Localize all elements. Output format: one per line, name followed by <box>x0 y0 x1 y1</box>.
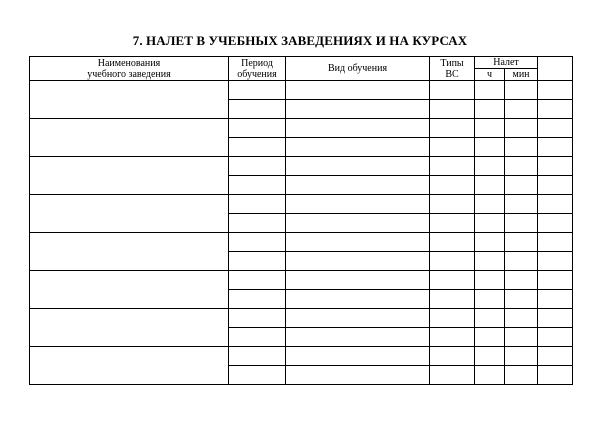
header-period-line2: обучения <box>237 68 277 80</box>
table-row <box>30 271 573 290</box>
header-training-type: Вид обучения <box>286 57 430 81</box>
extra-cell[interactable] <box>538 347 573 366</box>
aircraft-type-cell[interactable] <box>430 138 475 157</box>
period-cell[interactable] <box>229 81 286 100</box>
header-flight-time: Налет <box>475 57 538 69</box>
period-cell[interactable] <box>229 176 286 195</box>
institution-cell[interactable] <box>30 81 229 119</box>
extra-cell[interactable] <box>538 271 573 290</box>
aircraft-type-cell[interactable] <box>430 233 475 252</box>
aircraft-type-cell[interactable] <box>430 214 475 233</box>
institution-cell[interactable] <box>30 309 229 347</box>
aircraft-type-cell[interactable] <box>430 176 475 195</box>
training-type-cell[interactable] <box>286 252 430 271</box>
table-row <box>30 119 573 138</box>
minutes-cell[interactable] <box>505 100 538 119</box>
training-type-cell[interactable] <box>286 290 430 309</box>
hours-cell[interactable] <box>475 252 505 271</box>
extra-cell[interactable] <box>538 157 573 176</box>
hours-cell[interactable] <box>475 138 505 157</box>
period-cell[interactable] <box>229 309 286 328</box>
period-cell[interactable] <box>229 119 286 138</box>
extra-cell[interactable] <box>538 214 573 233</box>
minutes-cell[interactable] <box>505 290 538 309</box>
training-type-cell[interactable] <box>286 233 430 252</box>
header-extra <box>538 57 573 81</box>
extra-cell[interactable] <box>538 252 573 271</box>
minutes-cell[interactable] <box>505 195 538 214</box>
period-cell[interactable] <box>229 252 286 271</box>
period-cell[interactable] <box>229 347 286 366</box>
header-aircraft-types <box>430 57 475 81</box>
training-type-cell[interactable] <box>286 195 430 214</box>
aircraft-type-cell[interactable] <box>430 271 475 290</box>
training-flight-table <box>29 56 573 385</box>
minutes-cell[interactable] <box>505 214 538 233</box>
period-cell[interactable] <box>229 233 286 252</box>
minutes-cell[interactable] <box>505 81 538 100</box>
period-cell[interactable] <box>229 366 286 385</box>
minutes-cell[interactable] <box>505 233 538 252</box>
extra-cell[interactable] <box>538 366 573 385</box>
extra-cell[interactable] <box>538 119 573 138</box>
training-type-cell[interactable] <box>286 119 430 138</box>
training-type-cell[interactable] <box>286 366 430 385</box>
form-title: 7. НАЛЕТ В УЧЕБНЫХ ЗАВЕДЕНИЯХ И НА КУРСАХ <box>132 33 468 48</box>
minutes-cell[interactable] <box>505 138 538 157</box>
minutes-cell[interactable] <box>505 176 538 195</box>
hours-cell[interactable] <box>475 347 505 366</box>
aircraft-type-cell[interactable] <box>430 195 475 214</box>
institution-cell[interactable] <box>30 233 229 271</box>
period-cell[interactable] <box>229 214 286 233</box>
training-type-cell[interactable] <box>286 271 430 290</box>
period-cell[interactable] <box>229 138 286 157</box>
aircraft-type-cell[interactable] <box>430 290 475 309</box>
header-period-line1: Период <box>241 57 273 69</box>
aircraft-type-cell[interactable] <box>430 309 475 328</box>
period-cell[interactable] <box>229 271 286 290</box>
period-cell[interactable] <box>229 100 286 119</box>
training-type-cell[interactable] <box>286 328 430 347</box>
extra-cell[interactable] <box>538 176 573 195</box>
extra-cell[interactable] <box>538 309 573 328</box>
table-row <box>30 81 573 100</box>
header-institution-line2: учебного заведения <box>87 68 171 80</box>
extra-cell[interactable] <box>538 195 573 214</box>
period-cell[interactable] <box>229 290 286 309</box>
table-row <box>30 309 573 328</box>
aircraft-type-cell[interactable] <box>430 81 475 100</box>
training-type-cell[interactable] <box>286 176 430 195</box>
minutes-cell[interactable] <box>505 328 538 347</box>
training-type-cell[interactable] <box>286 100 430 119</box>
header-aircraft-line2: ВС <box>445 68 459 80</box>
institution-cell[interactable] <box>30 119 229 157</box>
extra-cell[interactable] <box>538 100 573 119</box>
hours-cell[interactable] <box>475 366 505 385</box>
table-row <box>30 347 573 366</box>
header-aircraft-line1: Типы <box>440 57 464 69</box>
header-minutes: мин <box>505 69 538 81</box>
aircraft-type-cell[interactable] <box>430 157 475 176</box>
institution-cell[interactable] <box>30 347 229 385</box>
aircraft-type-cell[interactable] <box>430 252 475 271</box>
minutes-cell[interactable] <box>505 271 538 290</box>
training-type-cell[interactable] <box>286 81 430 100</box>
extra-cell[interactable] <box>538 138 573 157</box>
training-type-cell[interactable] <box>286 157 430 176</box>
hours-cell[interactable] <box>475 176 505 195</box>
period-cell[interactable] <box>229 328 286 347</box>
hours-cell[interactable] <box>475 81 505 100</box>
institution-cell[interactable] <box>30 195 229 233</box>
header-institution <box>30 57 229 81</box>
aircraft-type-cell[interactable] <box>430 328 475 347</box>
hours-cell[interactable] <box>475 100 505 119</box>
hours-cell[interactable] <box>475 290 505 309</box>
training-type-cell[interactable] <box>286 138 430 157</box>
table-row <box>30 195 573 214</box>
header-period <box>229 57 286 81</box>
period-cell[interactable] <box>229 195 286 214</box>
hours-cell[interactable] <box>475 328 505 347</box>
hours-cell[interactable] <box>475 233 505 252</box>
minutes-cell[interactable] <box>505 366 538 385</box>
institution-cell[interactable] <box>30 157 229 195</box>
institution-cell[interactable] <box>30 271 229 309</box>
header-hours: ч <box>475 69 505 81</box>
training-type-cell[interactable] <box>286 214 430 233</box>
aircraft-type-cell[interactable] <box>430 366 475 385</box>
training-type-cell[interactable] <box>286 309 430 328</box>
aircraft-type-cell[interactable] <box>430 100 475 119</box>
header-institution-line1: Наименования <box>97 57 161 69</box>
training-type-cell[interactable] <box>286 347 430 366</box>
hours-cell[interactable] <box>475 195 505 214</box>
hours-cell[interactable] <box>475 119 505 138</box>
hours-cell[interactable] <box>475 309 505 328</box>
minutes-cell[interactable] <box>505 157 538 176</box>
hours-cell[interactable] <box>475 271 505 290</box>
extra-cell[interactable] <box>538 290 573 309</box>
aircraft-type-cell[interactable] <box>430 347 475 366</box>
extra-cell[interactable] <box>538 81 573 100</box>
minutes-cell[interactable] <box>505 119 538 138</box>
period-cell[interactable] <box>229 157 286 176</box>
extra-cell[interactable] <box>538 328 573 347</box>
hours-cell[interactable] <box>475 214 505 233</box>
aircraft-type-cell[interactable] <box>430 119 475 138</box>
minutes-cell[interactable] <box>505 347 538 366</box>
minutes-cell[interactable] <box>505 252 538 271</box>
table-row <box>30 233 573 252</box>
minutes-cell[interactable] <box>505 309 538 328</box>
extra-cell[interactable] <box>538 233 573 252</box>
table-row <box>30 157 573 176</box>
hours-cell[interactable] <box>475 157 505 176</box>
